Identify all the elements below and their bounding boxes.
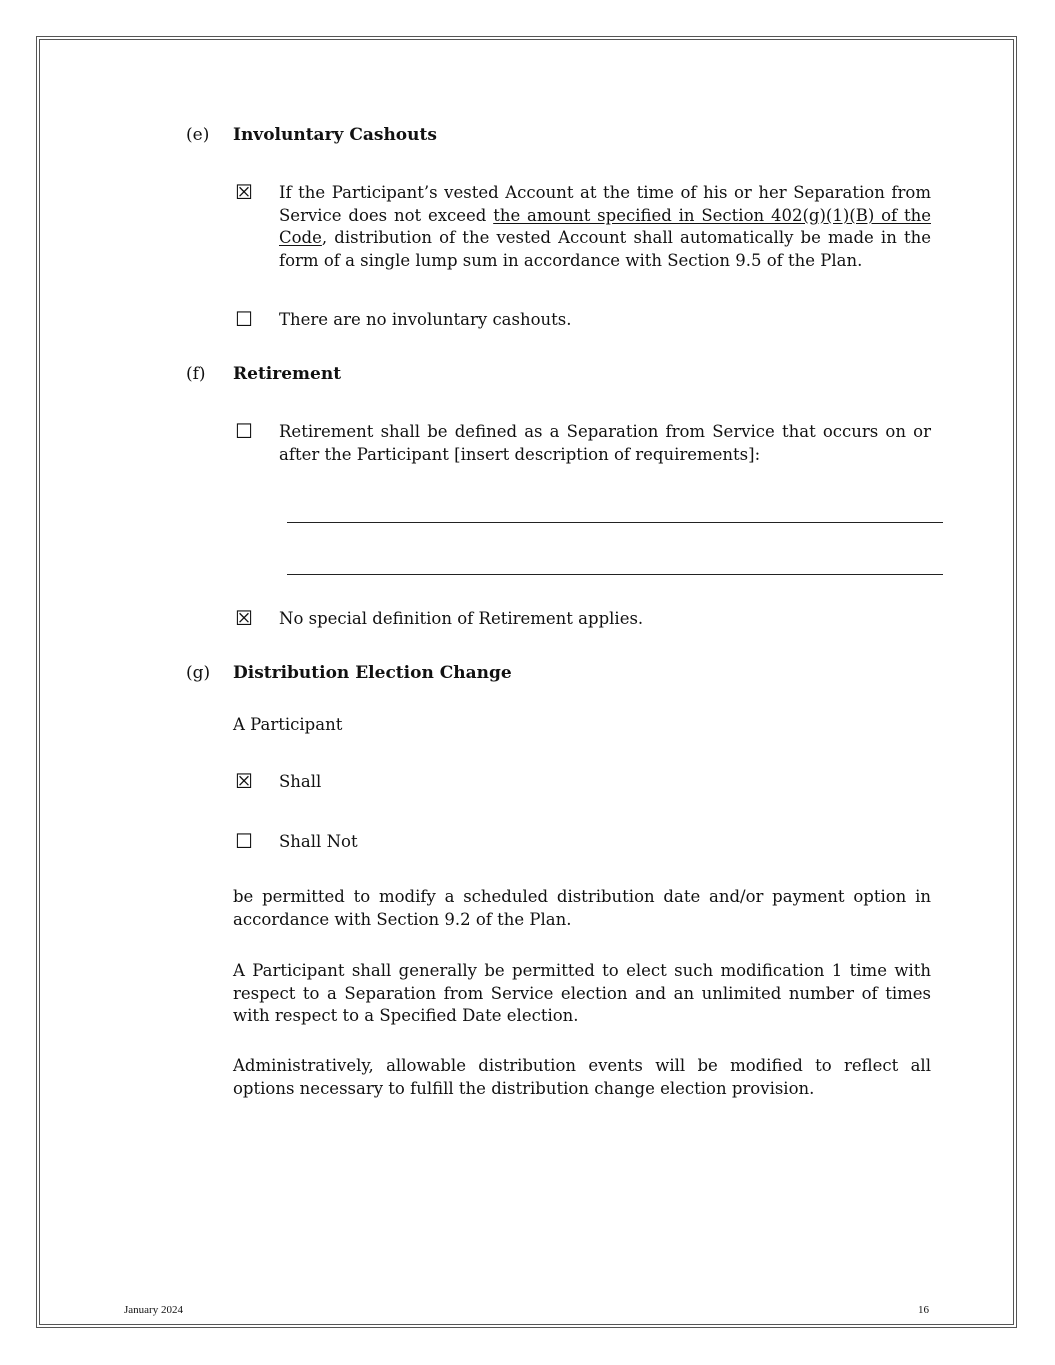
- checkbox-no-special-retirement-icon[interactable]: ☒: [235, 606, 253, 630]
- footer-date: January 2024: [124, 1304, 183, 1316]
- retirement-definition-text: Retirement shall be defined as a Separation from Service that occurs on or after the Participant [insert description of requirements]:: [279, 422, 931, 464]
- blank-line-1[interactable]: [287, 522, 943, 523]
- footer-page-number: 16: [918, 1304, 929, 1316]
- checkbox-retirement-definition-icon[interactable]: ☐: [235, 419, 253, 443]
- shall-not-option-text: Shall Not: [279, 832, 358, 851]
- section-f-label: (f): [186, 364, 206, 384]
- blank-line-2[interactable]: [287, 574, 943, 575]
- section-e-heading: Involuntary Cashouts: [233, 125, 437, 145]
- no-special-retirement-text: No special definition of Retirement applies.: [279, 609, 644, 628]
- modify-distribution-paragraph: be permitted to modify a scheduled distribution date and/or payment option in accordance with Section 9.2 of the Plan.: [233, 887, 931, 929]
- administrative-paragraph: Administratively, allowable distribution events will be modified to reflect all options necessary to fulfill the distribution change election provision.: [233, 1056, 931, 1098]
- checkbox-no-cashout-icon[interactable]: ☐: [235, 307, 253, 331]
- participant-intro: A Participant: [233, 715, 343, 734]
- no-cashout-option-text: There are no involuntary cashouts.: [279, 310, 572, 329]
- cashout-option-text: If the Participant’s vested Account at the time of his or her Separation from Service does not exceed the amount specified in Section 402(g)(1)(B) of the Code, distribution of the vested Account shall automatically be made in the form of a single lump sum in accordance with Section 9.5 of the Plan.: [279, 183, 931, 270]
- section-g-heading: Distribution Election Change: [233, 663, 512, 683]
- code-section-reference: the amount specified in Section 402(g)(1)(B) of the Code: [279, 205, 931, 247]
- section-f-heading: Retirement: [233, 364, 342, 384]
- checkbox-shall-not-icon[interactable]: ☐: [235, 829, 253, 853]
- checkbox-shall-icon[interactable]: ☒: [235, 769, 253, 793]
- shall-option-text: Shall: [279, 772, 322, 791]
- section-g-label: (g): [186, 663, 211, 683]
- modification-frequency-paragraph: A Participant shall generally be permitted to elect such modification 1 time with respect to a Separation from Service election and an unlimited number of times with respect to a Specified Date election.: [233, 961, 931, 1025]
- section-e-label: (e): [186, 125, 210, 145]
- checkbox-cashout-checked-icon[interactable]: ☒: [235, 180, 253, 204]
